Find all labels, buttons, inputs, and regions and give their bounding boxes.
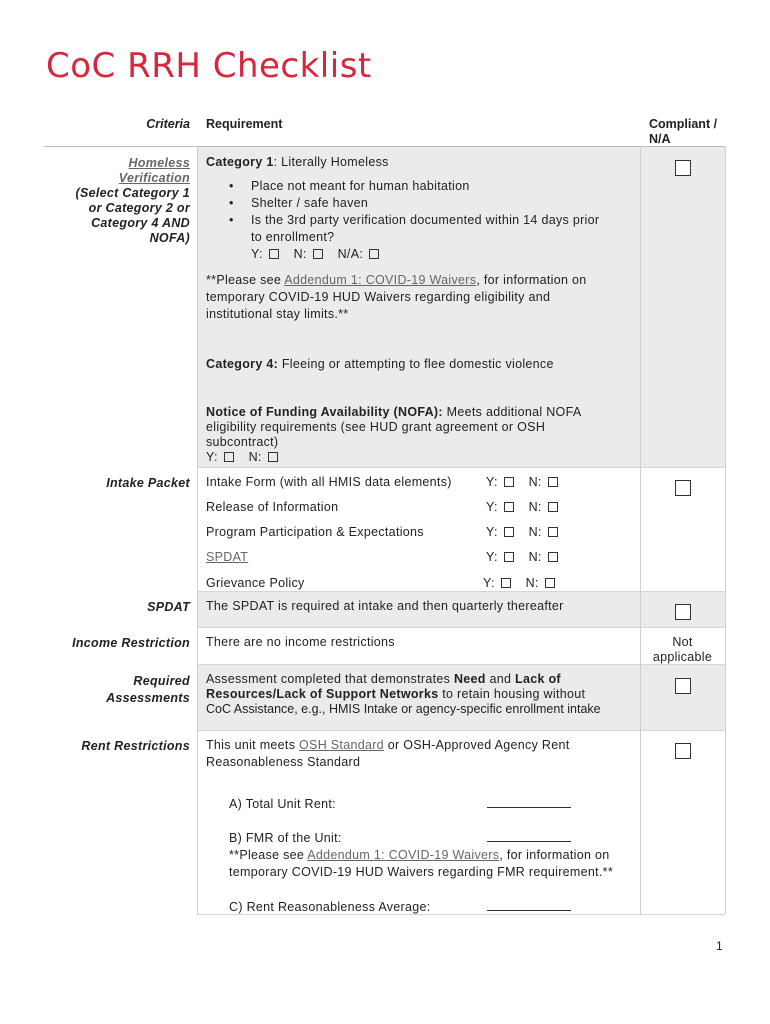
assessment-text: CoC Assistance, e.g., HMIS Intake or agency-specific enrollment intake — [206, 702, 601, 716]
header-compliant-line1: Compliant / — [649, 117, 718, 131]
spdat-link[interactable]: SPDAT — [206, 550, 249, 564]
yes-label: Y: — [486, 475, 498, 489]
criteria-spdat: SPDAT — [147, 600, 190, 614]
yes-checkbox[interactable] — [269, 249, 279, 259]
rent-text: Reasonableness Standard — [206, 755, 361, 769]
list-item-text: Is the 3rd party verification documented within 14 days prior — [251, 213, 600, 227]
verification-link[interactable]: Verification — [118, 171, 190, 185]
rent-c — [229, 899, 431, 916]
nofa-label: Notice of Funding Availability (NOFA): — [206, 405, 443, 419]
rent-a-label: A) Total Unit Rent: — [229, 797, 336, 811]
yes-label: Y: — [206, 450, 218, 464]
no-label: N: — [528, 525, 542, 539]
no-checkbox[interactable] — [548, 477, 558, 487]
na-label: N/A: — [337, 247, 364, 261]
intake-yn — [486, 474, 558, 491]
header-requirement: Requirement — [206, 117, 283, 131]
rent-c-label: C) Rent Reasonableness Average: — [229, 900, 431, 914]
nofa — [206, 405, 581, 465]
category-4 — [206, 356, 554, 373]
rent-intro — [206, 737, 570, 771]
criteria-income-restriction: Income Restriction — [72, 636, 190, 650]
yes-checkbox[interactable] — [504, 527, 514, 537]
category-1-list — [229, 178, 600, 263]
yes-checkbox[interactable] — [504, 477, 514, 487]
assessments-text — [206, 672, 601, 717]
compliant-checkbox-homeless[interactable] — [675, 160, 691, 176]
category-1-text: : Literally Homeless — [273, 155, 389, 169]
list-item-text: to enrollment? — [251, 230, 335, 244]
rent-text: This unit meets — [206, 738, 300, 752]
assessment-text: and — [485, 672, 516, 686]
status-text: Not — [672, 635, 693, 649]
header-criteria: Criteria — [146, 117, 190, 131]
no-label: N: — [293, 247, 307, 261]
compliant-checkbox-rent[interactable] — [675, 743, 691, 759]
yes-label: Y: — [486, 500, 498, 514]
criteria-note: (Select Category 1 — [75, 186, 190, 200]
compliant-checkbox-spdat[interactable] — [675, 604, 691, 620]
na-checkbox[interactable] — [369, 249, 379, 259]
rent-covid-note — [229, 847, 613, 881]
yes-checkbox[interactable] — [224, 452, 234, 462]
yn-line — [251, 246, 599, 263]
intake-item-text: Release of Information — [206, 500, 339, 514]
category-1 — [206, 154, 389, 171]
addendum-link[interactable]: Addendum 1: COVID-19 Waivers — [307, 848, 500, 862]
divider — [197, 730, 725, 731]
no-checkbox[interactable] — [313, 249, 323, 259]
assessment-text: Assessment completed that demonstrates — [206, 672, 454, 686]
no-checkbox[interactable] — [545, 578, 555, 588]
intake-item-text: Intake Form (with all HMIS data elements) — [206, 475, 452, 489]
category-4-label: Category 4: — [206, 357, 279, 371]
no-checkbox[interactable] — [268, 452, 278, 462]
compliant-checkbox-intake[interactable] — [675, 480, 691, 496]
no-label: N: — [525, 576, 539, 590]
column-divider — [640, 146, 641, 914]
intake-item — [206, 575, 305, 592]
addendum-link[interactable]: Addendum 1: COVID-19 Waivers — [284, 273, 477, 287]
divider — [197, 467, 725, 468]
note-text: , for information on — [476, 273, 587, 287]
category-1-label: Category 1 — [206, 155, 274, 169]
criteria-note: or Category 2 or — [88, 201, 190, 215]
no-checkbox[interactable] — [548, 527, 558, 537]
category-4-text: Fleeing or attempting to flee domestic violence — [278, 357, 554, 371]
column-divider — [197, 146, 198, 914]
income-text: There are no income restrictions — [206, 635, 395, 649]
no-checkbox[interactable] — [548, 552, 558, 562]
divider — [44, 146, 726, 147]
divider — [197, 627, 725, 628]
intake-yn — [483, 575, 555, 592]
criteria-note: Category 4 AND — [91, 216, 190, 230]
no-label: N: — [248, 450, 262, 464]
header-compliant-line2: N/A — [649, 132, 671, 146]
intake-yn — [486, 524, 558, 541]
rent-b-label: B) FMR of the Unit: — [229, 831, 342, 845]
no-checkbox[interactable] — [548, 502, 558, 512]
page-title: CoC RRH Checklist — [46, 46, 372, 86]
nofa-text: Meets additional NOFA — [442, 405, 582, 419]
criteria-text: Assessments — [106, 691, 190, 705]
rent-c-blank[interactable] — [487, 899, 571, 916]
criteria-required-assessments — [44, 673, 190, 707]
yes-checkbox[interactable] — [501, 578, 511, 588]
list-item: • Place not meant for human habitation — [229, 179, 470, 193]
assessment-text: to retain housing without — [438, 687, 586, 701]
resources-label: Resources/Lack of Support Networks — [206, 687, 439, 701]
nofa-text: eligibility requirements (see HUD grant agreement or OSH — [206, 420, 546, 434]
spdat-text: The SPDAT is required at intake and then quarterly thereafter — [206, 599, 564, 613]
rent-b — [229, 830, 342, 847]
note-text: temporary COVID-19 HUD Waivers regarding FMR requirement.** — [229, 865, 614, 879]
criteria-rent-restrictions: Rent Restrictions — [81, 739, 190, 753]
column-divider — [725, 146, 726, 914]
criteria-intake-packet: Intake Packet — [106, 476, 190, 490]
intake-item-text: Program Participation & Expectations — [206, 525, 424, 539]
yes-checkbox[interactable] — [504, 552, 514, 562]
page-number: 1 — [716, 939, 723, 953]
intake-item-text: Grievance Policy — [206, 576, 305, 590]
criteria-text: Required — [133, 674, 190, 688]
yes-label: Y: — [486, 525, 498, 539]
covid-note — [206, 272, 587, 323]
rent-text: or OSH-Approved Agency Rent — [383, 738, 570, 752]
note-text: **Please see — [206, 273, 285, 287]
list-item: • Is the 3rd party verification documented within 14 days prior to enrollment? — [229, 213, 600, 244]
criteria-note: NOFA) — [149, 231, 190, 245]
no-label: N: — [528, 475, 542, 489]
status-text: applicable — [652, 650, 713, 664]
note-text: institutional stay limits.** — [206, 307, 349, 321]
osh-standard-link[interactable]: OSH Standard — [299, 738, 384, 752]
intake-item — [206, 524, 424, 541]
criteria-homeless-verification — [44, 156, 190, 246]
no-label: N: — [528, 550, 542, 564]
note-text: temporary COVID-19 HUD Waivers regarding eligibility and — [206, 290, 551, 304]
yes-label: Y: — [483, 576, 495, 590]
list-item-text: Shelter / safe haven — [251, 196, 369, 210]
intake-item — [206, 549, 248, 566]
no-label: N: — [528, 500, 542, 514]
need-label: Need — [453, 672, 486, 686]
rent-a-blank[interactable] — [487, 796, 571, 813]
list-item-text: Place not meant for human habitation — [251, 179, 470, 193]
intake-yn — [486, 549, 558, 566]
rent-a — [229, 796, 336, 813]
intake-item — [206, 474, 452, 491]
income-status — [640, 635, 725, 665]
yes-label: Y: — [251, 247, 263, 261]
homeless-link[interactable]: Homeless — [128, 156, 190, 170]
compliant-checkbox-assessments[interactable] — [675, 678, 691, 694]
intake-yn — [486, 499, 558, 516]
lack-label: Lack of — [515, 672, 561, 686]
intake-item — [206, 499, 338, 516]
rent-b-blank[interactable] — [487, 830, 571, 847]
note-text: , for information on — [499, 848, 610, 862]
list-item: • Shelter / safe haven — [229, 196, 369, 210]
note-text: **Please see — [229, 848, 308, 862]
yes-label: Y: — [486, 550, 498, 564]
header-compliant — [649, 117, 729, 147]
nofa-text: subcontract) — [206, 435, 279, 449]
yes-checkbox[interactable] — [504, 502, 514, 512]
